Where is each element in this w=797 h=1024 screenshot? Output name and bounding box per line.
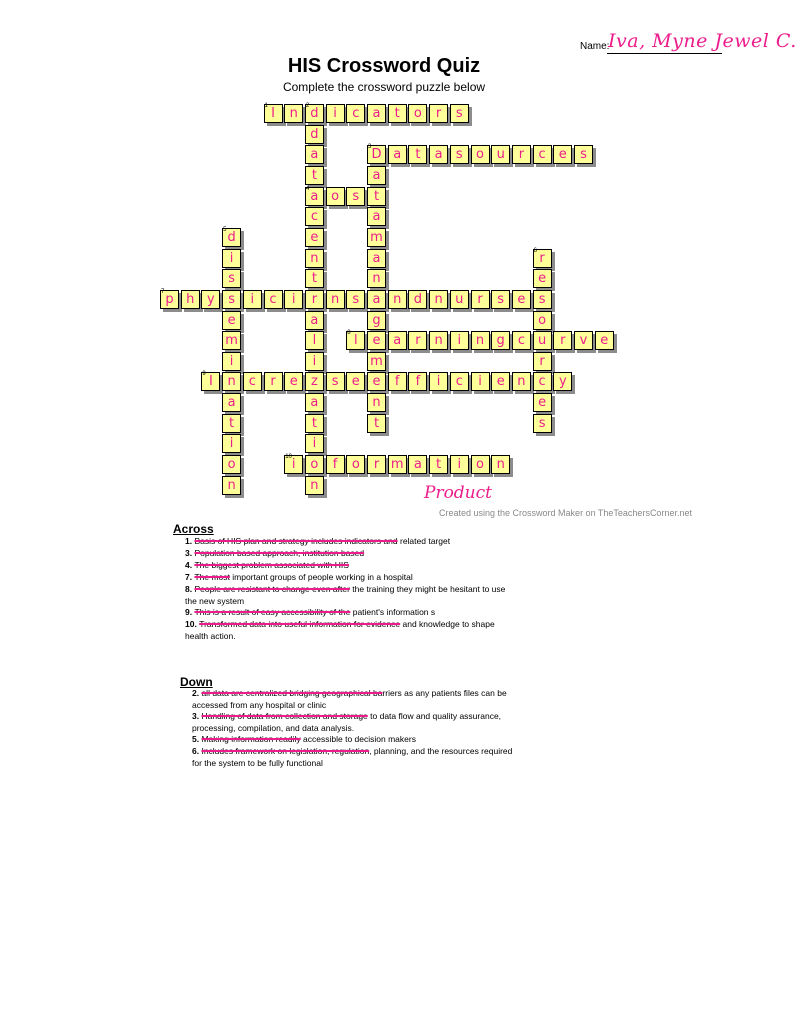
crossword-cell: I <box>264 104 283 123</box>
crossword-cell: a <box>388 331 407 350</box>
crossword-cell: g <box>367 311 386 330</box>
crossword-cell: i <box>326 104 345 123</box>
crossword-cell: r <box>408 331 427 350</box>
crossword-cell: g <box>491 331 510 350</box>
crossword-cell: a <box>429 145 448 164</box>
crossword-cell: t <box>429 455 448 474</box>
crossword-cell: l <box>305 331 324 350</box>
struck-text: Transformed data into useful information for evidence <box>199 619 401 629</box>
crossword-cell: o <box>222 455 241 474</box>
crossword-cell: o <box>471 145 490 164</box>
clue-number: 1 <box>264 103 268 109</box>
crossword-cell: i <box>429 372 448 391</box>
crossword-cell: d <box>408 290 427 309</box>
clue-number: 9 <box>202 371 206 378</box>
crossword-cell: n <box>326 290 345 309</box>
crossword-cell: r <box>264 372 283 391</box>
clue-number: 2. <box>192 688 202 698</box>
struck-text: Handling of data from collection and storage <box>201 711 368 721</box>
crossword-cell: I <box>201 372 220 391</box>
crossword-cell: f <box>388 372 407 391</box>
crossword-cell: a <box>305 145 324 164</box>
crossword-cell: a <box>367 207 386 226</box>
crossword-cell: t <box>305 414 324 433</box>
crossword-cell: e <box>367 372 386 391</box>
crossword-cell: s <box>533 290 552 309</box>
page-title: HIS Crossword Quiz <box>287 55 481 77</box>
clue-number: 8 <box>347 330 351 337</box>
crossword-cell: l <box>346 331 365 350</box>
crossword-cell: c <box>243 372 262 391</box>
crossword-cell: n <box>222 476 241 495</box>
crossword-cell: t <box>305 166 324 185</box>
across-clue <box>185 560 515 572</box>
crossword-cell: e <box>284 372 303 391</box>
crossword-cell: r <box>553 331 572 350</box>
across-clue <box>185 572 515 584</box>
crossword-cell: e <box>553 145 572 164</box>
crossword-cell: i <box>222 434 241 453</box>
crossword-cell: s <box>222 290 241 309</box>
crossword-cell: r <box>533 352 552 371</box>
struck-text: The biggest problem associated with HIS <box>194 560 349 570</box>
crossword-cell: a <box>367 249 386 268</box>
crossword-cell: u <box>491 145 510 164</box>
crossword-cell: e <box>305 228 324 247</box>
clue-text: to data flow and quality assurance, processing, compilation, and data analysis. <box>192 711 502 733</box>
across-clue <box>185 584 515 607</box>
crossword-cell: r <box>305 290 324 309</box>
struck-text: Includes framework on legislation, regulation <box>201 746 370 756</box>
crossword-cell: n <box>305 249 324 268</box>
crossword-cell: u <box>450 290 469 309</box>
clue-number: 9. <box>185 607 195 617</box>
crossword-cell: m <box>388 455 407 474</box>
crossword-cell: t <box>305 269 324 288</box>
crossword-cell: e <box>346 372 365 391</box>
crossword-cell: i <box>243 290 262 309</box>
crossword-cell: c <box>264 290 283 309</box>
clue-text: and knowledge to shape health action. <box>185 619 495 641</box>
crossword-cell: s <box>574 145 593 164</box>
struck-text: all data are centralized bridging geographical ba <box>201 688 383 698</box>
across-clue <box>185 548 515 560</box>
crossword-cell: y <box>201 290 220 309</box>
crossword-cell: r <box>471 290 490 309</box>
across-clue <box>185 619 515 642</box>
handwritten-annotation: Product <box>424 483 492 503</box>
crossword-cell: e <box>595 331 614 350</box>
crossword-cell: n <box>512 372 531 391</box>
crossword-cell: a <box>305 393 324 412</box>
crossword-cell: a <box>305 187 324 206</box>
crossword-cell: a <box>367 104 386 123</box>
clue-number: 8. <box>185 584 195 594</box>
clue-number: 3. <box>192 711 202 721</box>
crossword-cell: n <box>284 104 303 123</box>
crossword-cell: o <box>305 455 324 474</box>
clue-number: 6. <box>192 746 202 756</box>
clue-text: important groups of people working in a hospital <box>229 572 413 582</box>
clue-number: 6 <box>533 247 537 254</box>
crossword-cell: d <box>305 125 324 144</box>
crossword-cell: s <box>346 290 365 309</box>
down-title: Down <box>180 675 213 689</box>
crossword-cell: n <box>222 372 241 391</box>
down-clue <box>192 734 522 746</box>
credit-text: Created using the Crossword Maker on TheTeachersCorner.net <box>439 508 692 518</box>
crossword-cell: i <box>305 352 324 371</box>
clue-number: 1. <box>185 536 195 546</box>
crossword-cell: c <box>512 331 531 350</box>
crossword-cell: s <box>326 372 345 391</box>
crossword-cell: e <box>533 269 552 288</box>
crossword-cell: n <box>388 290 407 309</box>
crossword-cell: s <box>450 145 469 164</box>
clue-number: 5 <box>223 226 227 233</box>
down-clue <box>192 746 522 769</box>
crossword-cell: i <box>222 249 241 268</box>
crossword-cell: a <box>305 311 324 330</box>
clue-number: 3 <box>368 144 372 151</box>
crossword-cell: i <box>450 455 469 474</box>
crossword-cell: c <box>305 207 324 226</box>
crossword-cell: s <box>346 187 365 206</box>
crossword-cell: s <box>533 414 552 433</box>
crossword-cell: n <box>491 455 510 474</box>
crossword-cell: i <box>305 434 324 453</box>
crossword-cell: d <box>305 104 324 123</box>
crossword-cell: f <box>326 455 345 474</box>
struck-text: People are resistant to change even after <box>194 584 350 594</box>
crossword-cell: s <box>491 290 510 309</box>
crossword-cell: t <box>388 104 407 123</box>
crossword-cell: c <box>533 372 552 391</box>
crossword-cell: n <box>471 331 490 350</box>
struck-text: Population based approach, institution based <box>194 548 365 558</box>
crossword-cell: t <box>408 145 427 164</box>
crossword-cell: r <box>512 145 531 164</box>
crossword-cell: a <box>388 145 407 164</box>
crossword-cell: i <box>222 352 241 371</box>
crossword-cell: m <box>367 228 386 247</box>
clue-number: 10 <box>285 454 292 460</box>
crossword-cell: n <box>367 269 386 288</box>
clue-number: 2 <box>305 103 310 109</box>
crossword-cell: t <box>367 187 386 206</box>
crossword-cell: h <box>181 290 200 309</box>
crossword-cell: r <box>429 104 448 123</box>
struck-text: Making information readily <box>201 734 301 744</box>
crossword-cell: t <box>367 414 386 433</box>
struck-text: This is a result of easy accessibility of the <box>194 607 351 617</box>
struck-text: Basis of HIS plan and strategy includes indicators and <box>194 536 398 546</box>
crossword-cell: a <box>222 393 241 412</box>
crossword-cell: t <box>222 414 241 433</box>
clue-text: the training they might be hesitant to use the new system <box>185 584 506 606</box>
crossword-cell: n <box>367 393 386 412</box>
clue-number: 4 <box>305 185 310 192</box>
across-title: Across <box>173 522 214 536</box>
crossword-cell: i <box>471 372 490 391</box>
crossword-cell: s <box>222 269 241 288</box>
crossword-cell: o <box>346 455 365 474</box>
down-clue <box>192 688 522 711</box>
across-clue <box>185 607 515 619</box>
across-clue <box>185 536 515 548</box>
clue-number: 4. <box>185 560 195 570</box>
struck-text: The most <box>194 572 230 582</box>
crossword-cell: e <box>491 372 510 391</box>
clue-number: 7 <box>161 288 165 295</box>
crossword-cell: a <box>408 455 427 474</box>
crossword-cell: r <box>533 249 552 268</box>
crossword-cell: z <box>305 372 324 391</box>
crossword-cell: u <box>533 331 552 350</box>
crossword-cell: e <box>512 290 531 309</box>
crossword-cell: a <box>367 290 386 309</box>
crossword-cell: c <box>450 372 469 391</box>
clue-text: rriers as any patients files can be accessed from any hospital or clinic <box>192 688 507 710</box>
crossword-cell: s <box>450 104 469 123</box>
crossword-cell: e <box>222 311 241 330</box>
crossword-cell: o <box>326 187 345 206</box>
crossword-cell: f <box>408 372 427 391</box>
crossword-cell: r <box>367 455 386 474</box>
crossword-cell: d <box>222 228 241 247</box>
crossword-cell: i <box>450 331 469 350</box>
crossword-cell: n <box>429 331 448 350</box>
crossword-cell: e <box>367 331 386 350</box>
name-label: Name: <box>580 41 610 52</box>
crossword-cell: m <box>367 352 386 371</box>
crossword-cell: o <box>471 455 490 474</box>
name-underline <box>607 53 722 54</box>
clue-number: 3. <box>185 548 195 558</box>
crossword-cell: o <box>408 104 427 123</box>
clue-text: related target <box>397 536 451 546</box>
clue-number: 10. <box>185 619 200 629</box>
crossword-cell: c <box>533 145 552 164</box>
crossword-cell: e <box>533 393 552 412</box>
crossword-cell: i <box>284 455 303 474</box>
crossword-cell: n <box>429 290 448 309</box>
crossword-cell: D <box>367 145 386 164</box>
crossword-cell: i <box>284 290 303 309</box>
clue-number: 5. <box>192 734 202 744</box>
page-subtitle: Complete the crossword puzzle below <box>282 80 486 94</box>
crossword-cell: c <box>346 104 365 123</box>
clue-text: , planning, and the resources required for the system to be fully functional <box>192 746 513 768</box>
crossword-cell: a <box>367 166 386 185</box>
crossword-cell: p <box>160 290 179 309</box>
name-handwritten: Iva, Myne Jewel C. <box>608 30 797 52</box>
crossword-cell: o <box>533 311 552 330</box>
crossword-cell: n <box>305 476 324 495</box>
clue-text: patient's information s <box>350 607 436 617</box>
crossword-cell: y <box>553 372 572 391</box>
down-clue <box>192 711 522 734</box>
crossword-cell: v <box>574 331 593 350</box>
crossword-cell: m <box>222 331 241 350</box>
clue-number: 7. <box>185 572 195 582</box>
clue-text: accessible to decision makers <box>300 734 416 744</box>
